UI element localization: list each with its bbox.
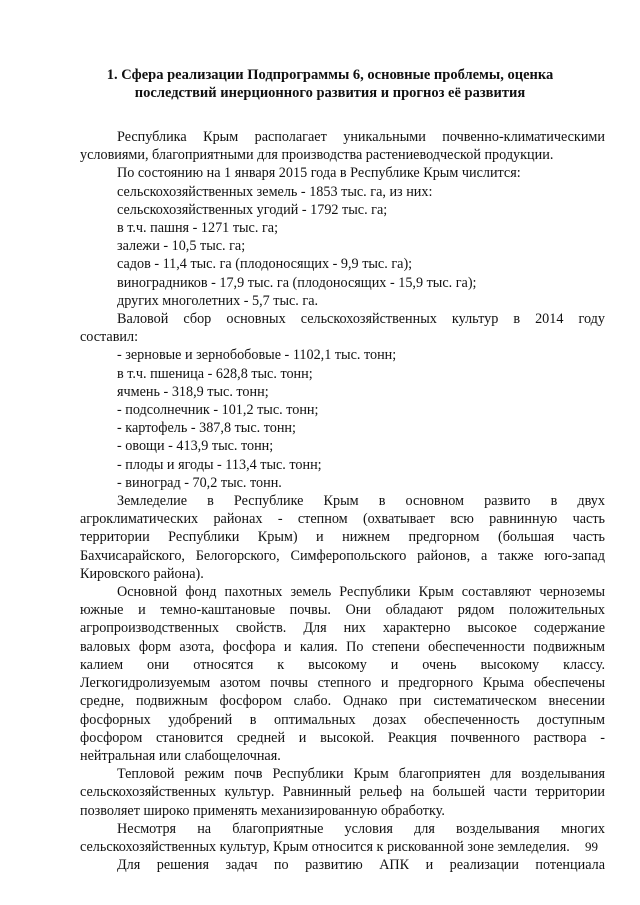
text-line: в т.ч. пашня - 1271 тыс. га; [117,220,279,237]
text-line: фосфором становится средней и высокой. Реакция почвенного раствора - [80,729,605,746]
text-line: сельскохозяйственных культур, Крым относится к рискованной зоне земледелия. [80,838,570,855]
text-line: - виноград - 70,2 тыс. тонн. [117,474,282,491]
text-line: сельскохозяйственных земель - 1853 тыс. га, из них: [117,183,433,200]
text-line: Основной фонд пахотных земель Республики Крым составляют черноземы [117,584,605,601]
body-text [80,128,605,874]
text-line: агропроизводственных свойств. Для них характерно высокое содержание [80,620,605,637]
heading-line: последствий инерционного развития и прогноз её развития [134,85,526,101]
text-line: Легкогидролизуемым азотом почвы степного и предгорного Крыма обеспечены [80,675,605,692]
text-line: Кировского района). [80,565,204,582]
text-line: агроклиматических районах - степном (охватывает всю равнинную часть [80,511,605,528]
text-line: Валовой сбор основных сельскохозяйственных культур в 2014 году [117,311,605,328]
text-line: позволяет широко применять механизированную обработку. [80,802,445,819]
text-line: других многолетних - 5,7 тыс. га. [117,292,319,309]
text-line: калием они относятся к высокому и очень высокому классу. [80,656,605,673]
text-line: нейтральная или слабощелочная. [80,747,281,764]
text-line: Республика Крым располагает уникальными почвенно-климатическими [117,129,605,145]
text-line: - плоды и ягоды - 113,4 тыс. тонн; [117,456,322,473]
text-line: - подсолнечник - 101,2 тыс. тонн; [117,402,319,419]
text-line: ячмень - 318,9 тыс. тонн; [117,383,269,400]
text-line: Тепловой режим почв Республики Крым благоприятен для возделывания [117,766,605,783]
text-line: южные и темно-каштановые почвы. Они обладают рядом положительных [80,602,605,619]
text-line: Земледелие в Республике Крым в основном развито в двух [117,493,605,510]
text-line: садов - 11,4 тыс. га (плодоносящих - 9,9 тыс. га); [117,256,413,273]
text-line: составил: [80,329,139,346]
text-line: в т.ч. пшеница - 628,8 тыс. тонн; [117,365,313,382]
page-number: 99 [585,839,598,854]
text-line: виноградников - 17,9 тыс. га (плодоносящих - 15,9 тыс. га); [117,274,477,291]
text-line: Несмотря на благоприятные условия для возделывания многих [117,820,605,837]
text-line: - овощи - 413,9 тыс. тонн; [117,438,274,455]
text-line: условиями, благоприятными для производства растениеводческой продукции. [80,147,554,164]
heading-line: 1. Сфера реализации Подпрограммы 6, основные проблемы, оценка [106,67,554,83]
text-line: территории Республики Крым) и нижнем предгорном (большая часть [80,529,605,546]
text-line: средне, подвижным фосфором слабо. Однако при систематическом внесении [80,693,605,710]
section-heading [80,66,580,102]
text-line: Бахчисарайского, Белогорского, Симферопольского районов, а также юго-запад [80,547,605,564]
text-line: залежи - 10,5 тыс. га; [117,238,246,255]
text-line: - зерновые и зернобобовые - 1102,1 тыс. тонн; [117,347,397,364]
text-line: сельскохозяйственных культур. Равнинный рельеф на большей части территории [80,784,605,801]
text-line: - картофель - 387,8 тыс. тонн; [117,420,296,437]
text-line: валовых форм азота, фосфора и калия. По степени обеспеченности подвижным [80,638,605,655]
text-line: По состоянию на 1 января 2015 года в Республике Крым числится: [117,165,521,182]
text-line: сельскохозяйственных угодий - 1792 тыс. га; [117,201,388,218]
text-line: Для решения задач по развитию АПК и реализации потенциала [117,857,605,874]
text-line: фосфорных удобрений в оптимальных дозах обеспеченность доступным [80,711,605,728]
